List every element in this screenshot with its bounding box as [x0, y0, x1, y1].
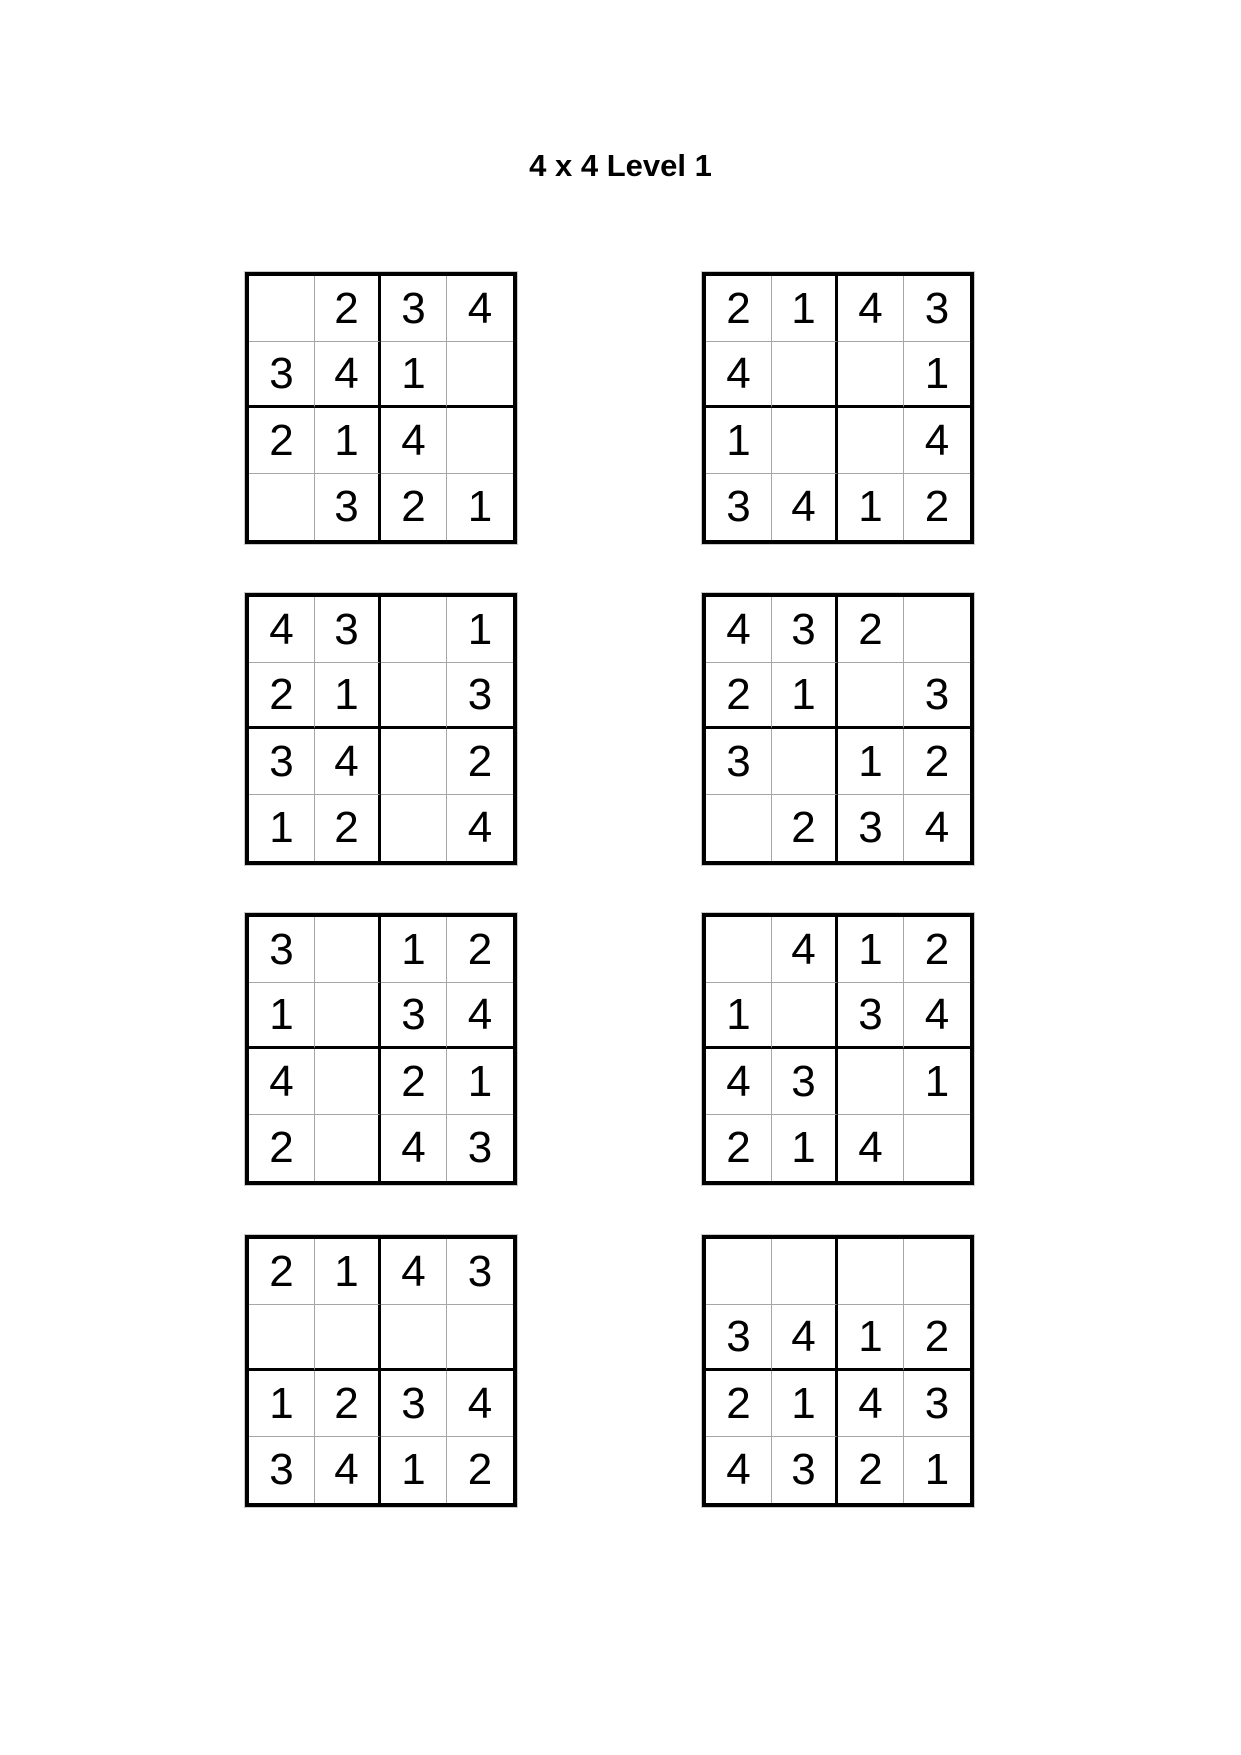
sudoku-cell: 3 — [904, 276, 970, 342]
sudoku-grid-5 — [245, 913, 517, 1185]
sudoku-cell: 2 — [772, 795, 838, 861]
sudoku-cell — [249, 1305, 315, 1371]
sudoku-cell — [838, 408, 904, 474]
sudoku-cell: 2 — [904, 917, 970, 983]
sudoku-cell: 2 — [467, 1445, 493, 1494]
sudoku-cell: 3 — [249, 1437, 315, 1503]
sudoku-cell: 4 — [381, 1115, 447, 1181]
sudoku-cell: 4 — [838, 1371, 904, 1437]
sudoku-cell — [447, 408, 513, 474]
sudoku-cell: 4 — [772, 917, 838, 983]
sudoku-cell: 4 — [924, 803, 950, 852]
sudoku-cell: 1 — [447, 597, 513, 663]
sudoku-cell: 3 — [838, 983, 904, 1049]
sudoku-cell: 4 — [904, 408, 970, 474]
sudoku-cell: 1 — [447, 1049, 513, 1115]
sudoku-cell: 4 — [315, 729, 381, 795]
sudoku-cell: 1 — [772, 663, 838, 729]
sudoku-cell: 1 — [904, 1049, 970, 1115]
sudoku-cell: 1 — [249, 1371, 315, 1437]
sudoku-cell — [772, 342, 838, 408]
sudoku-cell: 1 — [467, 482, 493, 531]
sudoku-cell: 1 — [381, 1437, 447, 1503]
sudoku-cell: 4 — [706, 1437, 772, 1503]
sudoku-cell — [904, 1115, 970, 1181]
sudoku-cell: 3 — [772, 597, 838, 663]
sudoku-cell — [381, 729, 447, 795]
sudoku-cell: 1 — [838, 729, 904, 795]
sudoku-cell: 2 — [249, 1239, 315, 1305]
sudoku-cell: 1 — [381, 342, 447, 408]
sudoku-cell — [838, 1049, 904, 1115]
sudoku-cell: 3 — [706, 729, 772, 795]
sudoku-cell: 2 — [249, 663, 315, 729]
sudoku-cell — [772, 983, 838, 1049]
sudoku-cell — [315, 1305, 381, 1371]
sudoku-cell: 1 — [315, 663, 381, 729]
sudoku-cell: 4 — [249, 597, 315, 663]
sudoku-cell: 3 — [706, 474, 772, 540]
sudoku-cell: 3 — [249, 917, 315, 983]
sudoku-cell: 2 — [904, 1305, 970, 1371]
sudoku-cell: 4 — [706, 597, 772, 663]
sudoku-cell: 3 — [904, 663, 970, 729]
sudoku-cell: 2 — [447, 729, 513, 795]
sudoku-cell: 3 — [381, 276, 447, 342]
sudoku-grid-3 — [245, 593, 517, 865]
sudoku-cell: 4 — [772, 474, 838, 540]
sudoku-cell — [838, 663, 904, 729]
sudoku-cell: 2 — [706, 663, 772, 729]
sudoku-cell — [772, 729, 838, 795]
sudoku-cell — [381, 663, 447, 729]
sudoku-cell — [315, 917, 381, 983]
sudoku-cell: 3 — [381, 983, 447, 1049]
sudoku-cell: 4 — [904, 983, 970, 1049]
sudoku-cell: 1 — [249, 983, 315, 1049]
sudoku-cell: 2 — [706, 276, 772, 342]
sudoku-cell: 1 — [706, 983, 772, 1049]
sudoku-cell: 4 — [838, 1115, 904, 1181]
sudoku-cell: 3 — [706, 1305, 772, 1371]
sudoku-cell: 2 — [381, 1049, 447, 1115]
sudoku-cell: 1 — [772, 276, 838, 342]
sudoku-cell: 3 — [249, 342, 315, 408]
sudoku-cell — [315, 1049, 381, 1115]
sudoku-cell: 2 — [381, 474, 447, 540]
sudoku-cell: 2 — [924, 482, 950, 531]
sudoku-cell: 2 — [315, 795, 381, 861]
sudoku-cell: 4 — [249, 1049, 315, 1115]
sudoku-cell: 3 — [381, 1371, 447, 1437]
sudoku-grid-2 — [702, 272, 974, 544]
sudoku-cell — [904, 597, 970, 663]
sudoku-cell: 1 — [315, 408, 381, 474]
sudoku-cell: 1 — [924, 1445, 950, 1494]
sudoku-cell: 4 — [315, 1437, 381, 1503]
sudoku-cell: 3 — [447, 663, 513, 729]
sudoku-cell: 3 — [772, 1049, 838, 1115]
sudoku-cell: 2 — [706, 1115, 772, 1181]
sudoku-cell: 1 — [838, 474, 904, 540]
sudoku-cell: 4 — [706, 342, 772, 408]
sudoku-cell: 2 — [904, 729, 970, 795]
sudoku-cell: 3 — [315, 597, 381, 663]
sudoku-cell — [381, 1305, 447, 1371]
page-title: 4 x 4 Level 1 — [529, 148, 712, 183]
sudoku-cell: 1 — [772, 1371, 838, 1437]
sudoku-cell — [706, 1239, 772, 1305]
sudoku-grid-1 — [245, 272, 517, 544]
sudoku-cell: 2 — [838, 597, 904, 663]
sudoku-cell — [249, 474, 315, 540]
sudoku-cell — [706, 795, 772, 861]
sudoku-cell: 3 — [904, 1371, 970, 1437]
sudoku-cell: 4 — [381, 408, 447, 474]
sudoku-cell: 1 — [249, 795, 315, 861]
sudoku-cell — [706, 917, 772, 983]
sudoku-cell: 2 — [249, 1115, 315, 1181]
sudoku-cell: 2 — [447, 917, 513, 983]
sudoku-cell: 2 — [249, 408, 315, 474]
sudoku-cell: 3 — [467, 1123, 493, 1172]
sudoku-cell: 4 — [315, 342, 381, 408]
sudoku-cell — [447, 342, 513, 408]
sudoku-cell — [381, 795, 447, 861]
sudoku-cell — [772, 1239, 838, 1305]
sudoku-cell: 4 — [467, 803, 493, 852]
sudoku-grid-7 — [245, 1235, 517, 1507]
sudoku-cell: 1 — [315, 1239, 381, 1305]
sudoku-grid-6 — [702, 913, 974, 1185]
sudoku-cell — [249, 276, 315, 342]
sudoku-cell: 4 — [447, 276, 513, 342]
sudoku-cell: 4 — [381, 1239, 447, 1305]
sudoku-cell — [838, 342, 904, 408]
sudoku-cell: 3 — [249, 729, 315, 795]
sudoku-cell: 4 — [447, 1371, 513, 1437]
sudoku-cell — [904, 1239, 970, 1305]
sudoku-cell: 2 — [315, 1371, 381, 1437]
sudoku-cell — [381, 597, 447, 663]
sudoku-cell — [838, 1239, 904, 1305]
sudoku-cell: 3 — [447, 1239, 513, 1305]
sudoku-cell — [315, 1115, 381, 1181]
sudoku-cell: 1 — [772, 1115, 838, 1181]
sudoku-cell: 4 — [838, 276, 904, 342]
sudoku-cell: 3 — [315, 474, 381, 540]
sudoku-cell: 3 — [838, 795, 904, 861]
sudoku-cell — [772, 408, 838, 474]
sudoku-cell: 1 — [706, 408, 772, 474]
sudoku-cell: 2 — [838, 1437, 904, 1503]
sudoku-cell: 4 — [447, 983, 513, 1049]
sudoku-cell: 4 — [706, 1049, 772, 1115]
sudoku-grid-4 — [702, 593, 974, 865]
sudoku-cell: 2 — [315, 276, 381, 342]
sudoku-cell: 2 — [706, 1371, 772, 1437]
sudoku-cell: 1 — [904, 342, 970, 408]
sudoku-cell: 1 — [838, 1305, 904, 1371]
sudoku-cell: 1 — [838, 917, 904, 983]
sudoku-cell — [315, 983, 381, 1049]
sudoku-cell: 1 — [381, 917, 447, 983]
sudoku-grid-8 — [702, 1235, 974, 1507]
sudoku-cell: 3 — [772, 1437, 838, 1503]
sudoku-cell: 4 — [772, 1305, 838, 1371]
sudoku-cell — [447, 1305, 513, 1371]
